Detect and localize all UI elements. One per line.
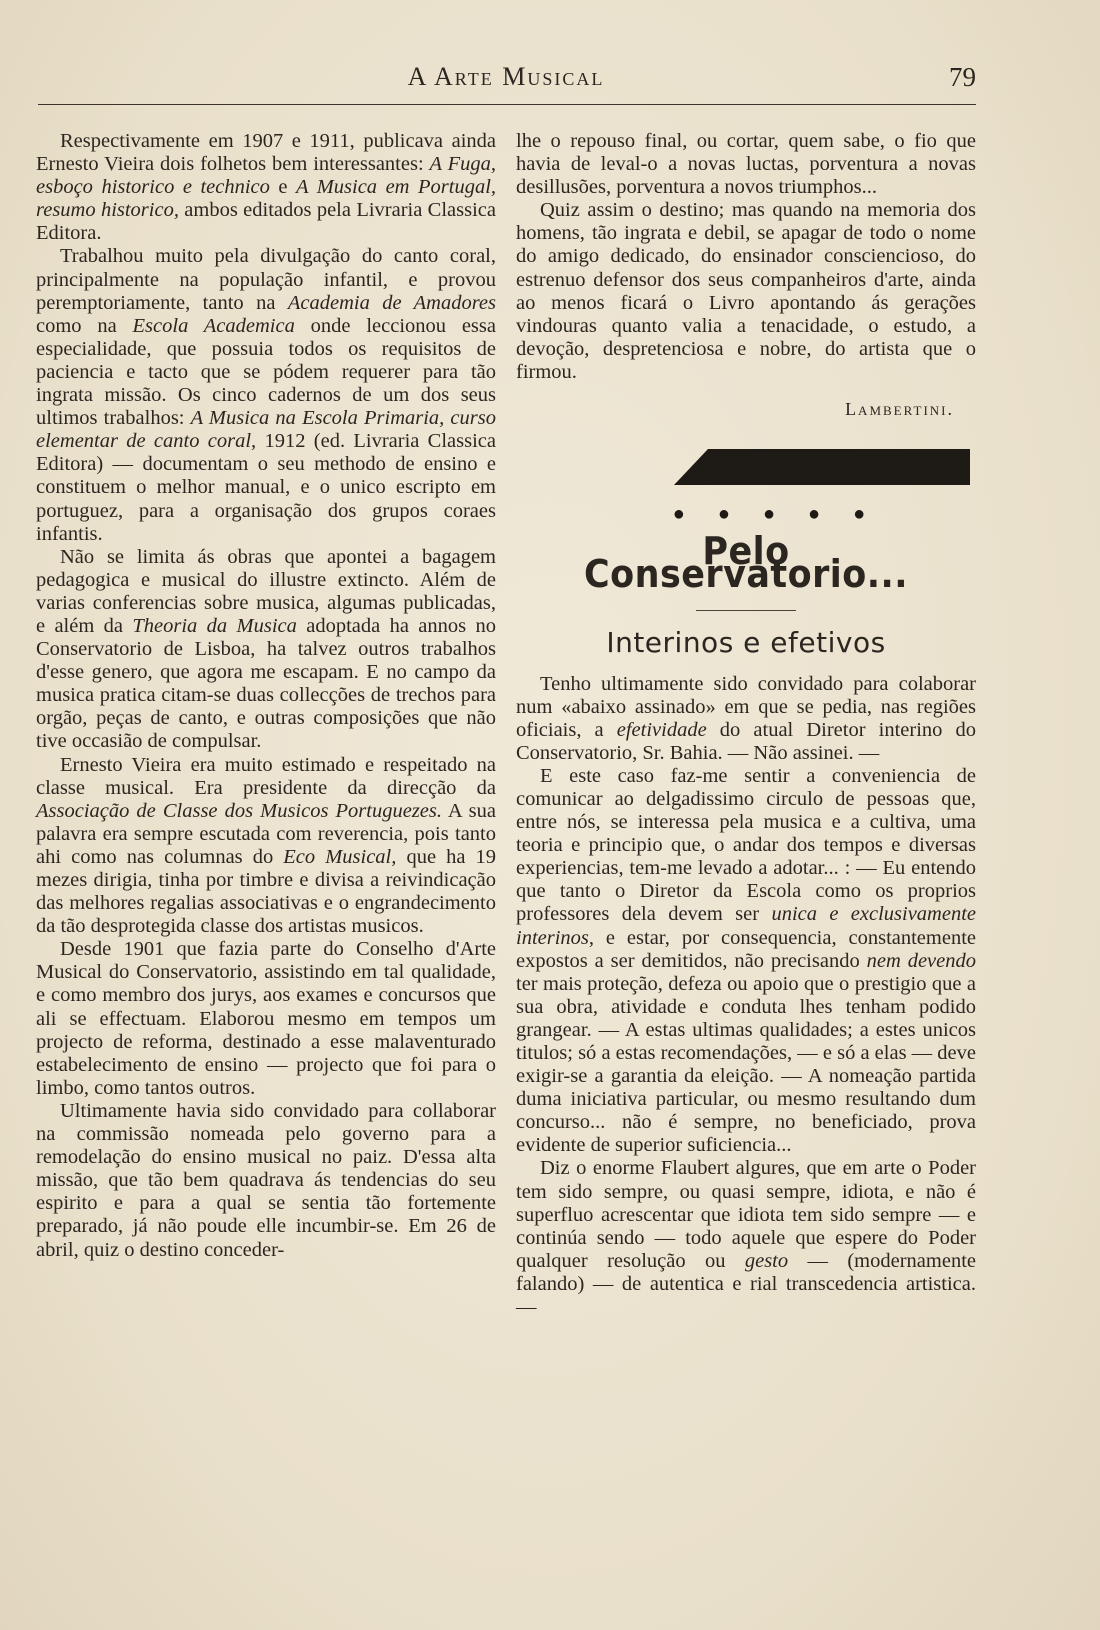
italic-title: Academia de Amadores <box>287 291 496 314</box>
text-run: Trabalhou muito pela divulgação do canto coral, principalmente na população infantil, e provou peremptoriamente, tanto na <box>36 245 496 314</box>
black-banner-ornament <box>674 445 976 489</box>
section-rule <box>696 610 796 611</box>
paragraph <box>516 673 976 765</box>
banner-wedge <box>674 449 708 485</box>
italic-title: Eco Musical, <box>283 845 397 868</box>
leaf-ornaments-icon: ● ● ● ● ● <box>672 503 880 526</box>
italic-title: Escola Academica <box>132 314 295 337</box>
text-run: E este caso faz-me sentir a conveniencia de comunicar ao delgadissimo circulo de pessoas que, entre nós, se interessa pela musica e a cultiva, uma teoria e principio que, o andar dos tempos e diversas experiencias, tem-me levado a adotar... : — Eu entendo que tanto o Diretor da Escola como os proprios professores dela devem ser <box>516 764 976 926</box>
text-run: Não se limita ás obras que apontei a bagagem pedagogica e musical do illustre extincto. Além de varias conferencias sobre musica, algumas publicadas, e além da <box>36 545 496 637</box>
paragraph <box>516 1157 976 1319</box>
italic-title: A Musica em Portugal, resumo historico, <box>36 176 497 222</box>
text-run: ambos editados pela Livraria Classica Editora. <box>36 199 496 245</box>
section-title: Pelo Conservatorio... <box>584 529 908 597</box>
article-body <box>516 673 976 1320</box>
text-run: 1912 (ed. Livraria Classica Editora) — documentam o seu methodo de ensino e constituem o melhor manual, e o unico escripto em portuguez, para a organisação dos grupos coraes infantis. <box>36 430 496 545</box>
text-run: adoptada ha annos no Conservatorio de Lisboa, ha talvez outros trabalhos d'esse genero, que agora me escapam. E no campo da musica pratica citam-se duas collecções de trechos para orgão, peças de canto, e outras composições que não tive occasião de compulsar. <box>36 614 496 753</box>
italic-term: nem devendo <box>866 949 976 972</box>
paragraph: Desde 1901 que fazia parte do Conselho d'Arte Musical do Conservatorio, assistindo em tal qualidade, e como membro dos jurys, aos exames e concursos que ali se effectuam. Elaborou mesmo em tempos um projecto de reforma, destinado a esse malaventurado estabelecimento de ensino — projecto que foi para o limbo, como tantos outros. <box>36 938 496 1099</box>
right-column <box>516 130 976 1319</box>
paragraph: Ultimamente havia sido convidado para collaborar na commissão nomeada pelo governo para a remodelação do ensino musical no paiz. D'essa alta missão, que tão bem quadrava ás tendencias do seu espirito e para a qual se sentia tão fortemente preparado, já não poude elle incumbir-se. Em 26 de abril, quiz o destino conceder- <box>36 1099 496 1261</box>
italic-title: A Musica na Escola Primaria, curso elementar de canto coral, <box>36 407 496 453</box>
text-run: Tenho ultimamente sido convidado para colaborar num «abaixo assinado» em que se pedia, nas regiões oficiais, a <box>516 672 976 741</box>
italic-title: A Fuga, esboço historico e technico <box>36 153 496 199</box>
text-run: que ha 19 mezes dirigia, tinha por timbre e divisa a reivindicação das melhores regalias associativas e o engrandecimento da tão desprotegida classe dos artistas musicos. <box>36 845 497 938</box>
paragraph <box>36 546 496 754</box>
page-number: 79 <box>949 62 976 92</box>
paragraph <box>36 245 496 545</box>
italic-title: Associação de Classe dos Musicos Portuguezes. <box>36 799 442 822</box>
paragraph <box>36 130 496 245</box>
text-run: — (modernamente falando) — de autentica e rial transcedencia artistica. — <box>516 1249 976 1319</box>
article-title: Interinos e efetivos <box>606 626 886 660</box>
header-rule <box>38 104 976 105</box>
italic-term: unica e exclusivamente interinos, <box>516 903 976 949</box>
text-run: onde leccionou essa especialidade, que possuia todos os requisitos de paciencia e tacto que se pódem requerer para tão ingrata missão. Os cinco cadernos de um dos seus ultimos trabalhos: <box>36 314 496 430</box>
italic-term: gesto <box>744 1249 789 1272</box>
journal-title: A Arte Musical <box>407 62 605 91</box>
text-run: Ernesto Vieira era muito estimado e respeitado na classe musical. Era presidente da direcção da <box>36 753 496 799</box>
running-header <box>36 62 976 102</box>
italic-title: Theoria da Musica <box>132 614 297 637</box>
left-column <box>36 130 496 1262</box>
text-run: e estar, por consequencia, constantemente expostos a ser demitidos, não precisando <box>516 926 976 972</box>
text-run: do atual Diretor interino do Conservatorio, Sr. Bahia. — Não assinei. — <box>516 718 976 764</box>
author-signature: Lambertini. <box>845 399 954 420</box>
text-run: e <box>269 176 297 199</box>
text-run: Respectivamente em 1907 e 1911, publicava ainda Ernesto Vieira dois folhetos bem interessantes: <box>36 130 496 176</box>
text-run: A sua palavra era sempre escutada com reverencia, pois tanto ahi como nas columnas do <box>36 799 496 868</box>
paragraph <box>516 765 976 1158</box>
paragraph: lhe o repouso final, ou cortar, quem sabe, o fio que havia de leval-o a novas luctas, porventura a novas desillusões, porventura a novos triumphos... <box>516 130 976 199</box>
italic-term: efetividade <box>616 718 707 741</box>
paragraph <box>36 754 496 939</box>
paragraph: Quiz assim o destino; mas quando na memoria dos homens, tão ingrata e debil, se apagar de todo o nome do amigo dedicado, do ensinador consciencioso, do estrenuo defensor dos seus companheiros d'arte, ainda ao menos ficará o Livro apontando ás gerações vindouras quanto valia a tenacidade, o estudo, a devoção, despretenciosa e nobre, do artista que o firmou. <box>516 199 976 383</box>
text-run: ter mais proteção, defeza ou apoio que o prestigio que a sua obra, atividade e conduta lhes tenham podido grangear. — A estas ultimas qualidades; a estes unicos titulos; só a estas recomendações, — e só a elas — deve exigir-se a garantia da eleição. — A nomeação partida duma iniciativa particular, ou mesmo resultando dum concurso... não é sempre, no beneficiado, prova evidente de superior suficiencia... <box>516 972 976 1157</box>
text-run: como na <box>36 314 133 337</box>
text-run: Diz o enorme Flaubert algures, que em arte o Poder tem sido sempre, ou quasi sempre, idiota, e não é superfluo acrescentar que idiota tem sido sempre — e continúa sendo — todo aquele que espere do Poder qualquer resolução ou <box>516 1157 976 1272</box>
banner-bar <box>708 449 970 485</box>
